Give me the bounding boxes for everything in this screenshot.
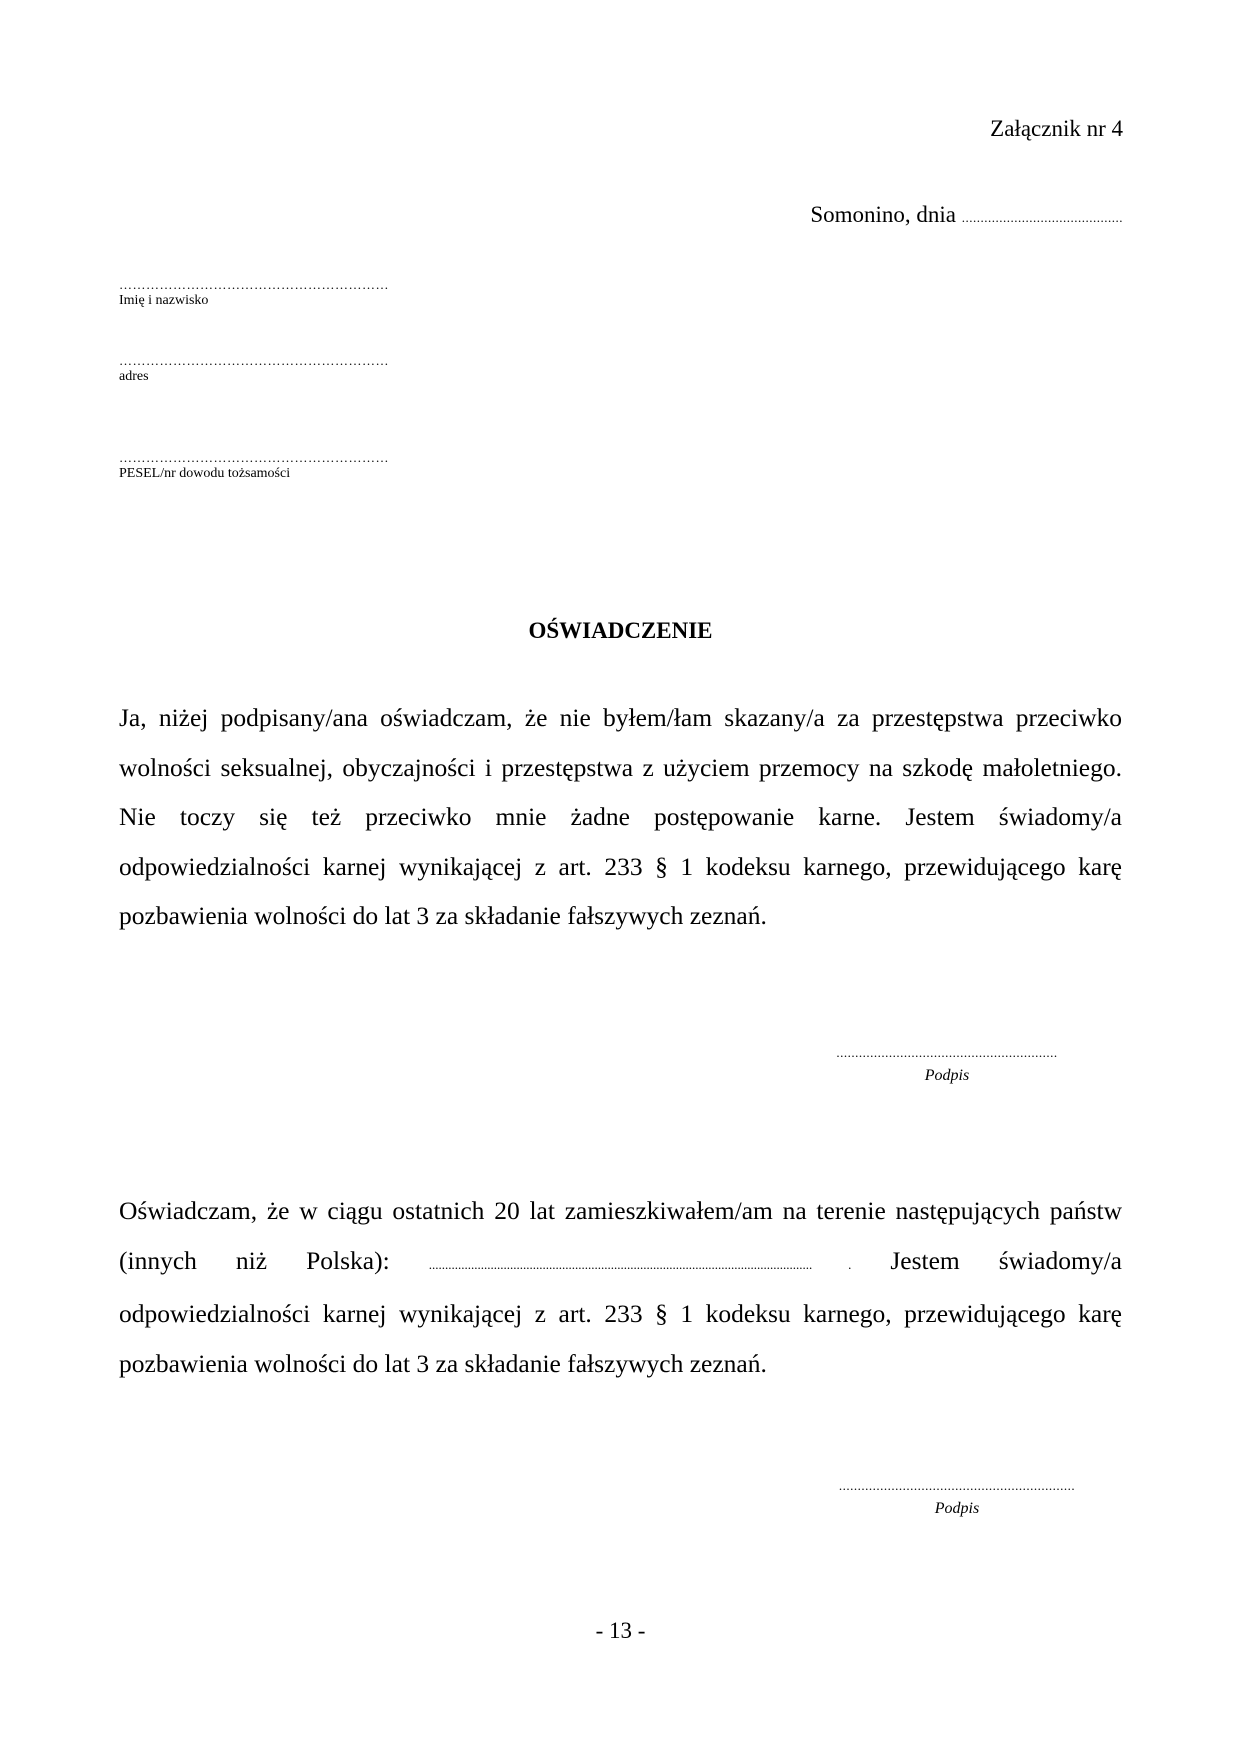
pesel-label: PESEL/nr dowodu tożsamości: [119, 466, 291, 481]
place-date-line: [810, 202, 1123, 228]
signature-block-2: [792, 1478, 1122, 1518]
countries-fill-dots: ...................................................................................................................... .: [428, 1256, 852, 1272]
address-label: adres: [119, 369, 149, 384]
name-field: [119, 278, 389, 310]
place-date-label: Somonino, dnia: [810, 202, 956, 227]
signature-block-1: [782, 1045, 1112, 1085]
pesel-field: [119, 451, 389, 483]
pesel-fill-dots: ……………………………………………………: [119, 450, 389, 465]
paragraph-2-text-2: Jestem świadomy/a odpowiedzialności karnej wynikającej z art. 233 § 1 kodeksu karnego, przewidującego karę pozbawienia wolności do lat 3 za składanie fałszywych zeznań.: [119, 1245, 1122, 1378]
attachment-label: Załącznik nr 4: [990, 116, 1123, 141]
address-fill-dots: ……………………………………………………: [119, 353, 389, 368]
page-number: - 13 -: [595, 1618, 646, 1643]
document-title: OŚWIADCZENIE: [528, 618, 713, 643]
declaration-paragraph-2: [119, 1186, 1122, 1388]
date-fill-dots: ...........................................: [961, 210, 1123, 225]
signature-1-dots: ...........................................................: [836, 1045, 1058, 1060]
paragraph-2-text-1: Oświadczam, że w ciągu ostatnich 20 lat zamieszkiwałem/am na terenie następujących państw (innych niż Polska):: [119, 1196, 1122, 1275]
address-field: [119, 354, 389, 386]
name-label: Imię i nazwisko: [119, 293, 209, 308]
name-fill-dots: ……………………………………………………: [119, 277, 389, 292]
declaration-paragraph-1: Ja, niżej podpisany/ana oświadczam, że nie byłem/łam skazany/a za przestępstwa przeciwko wolności seksualnej, obyczajności i przestępstwa z użyciem przemocy na szkodę małoletniego. Nie toczy się też przeciwko mnie żadne postępowanie karne. Jestem świadomy/a odpowiedzialności karnej wynikającej z art. 233 § 1 kodeksu karnego, przewidującego karę pozbawienia wolności do lat 3 za składanie fałszywych zeznań.: [119, 703, 1122, 930]
signature-2-label: Podpis: [934, 1500, 980, 1517]
signature-1-label: Podpis: [924, 1067, 970, 1084]
signature-2-dots: ...............................................................: [838, 1478, 1076, 1493]
